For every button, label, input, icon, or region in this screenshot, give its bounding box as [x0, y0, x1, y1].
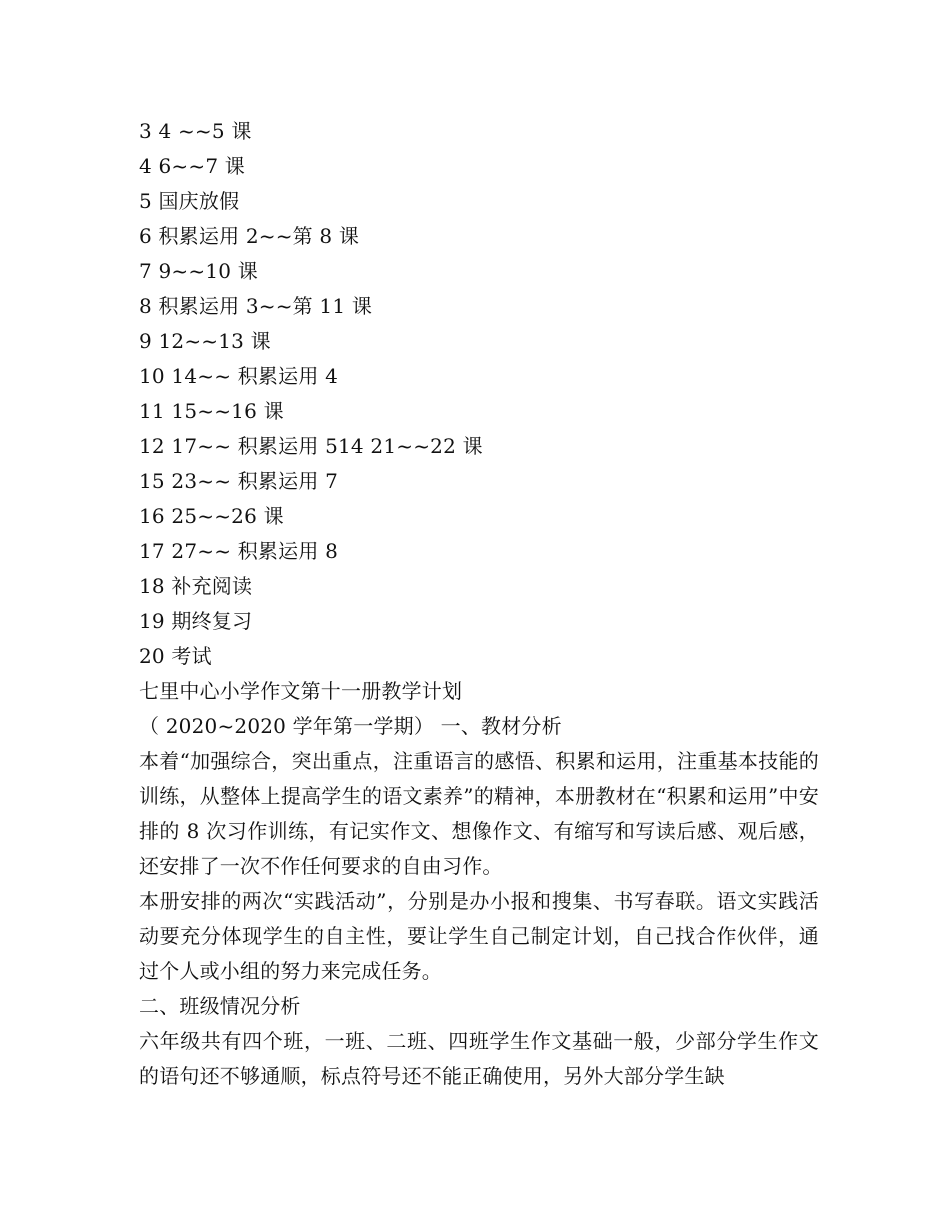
- plan-title: 七里中心小学作文第十一册教学计划: [139, 679, 463, 703]
- schedule-row: 9 12~~13 课: [139, 329, 271, 353]
- schedule-row: 8 积累运用 3~~第 11 课: [139, 294, 373, 318]
- schedule-row: 6 积累运用 2~~第 8 课: [139, 224, 360, 248]
- practice-activity-paragraph: 本册安排的两次“实践活动”，分别是办小报和搜集、书写春联。语文实践活动要充分体现学生的自主性，要让学生自己制定计划，自己找合作伙伴，通过个人或小组的努力来完成任务。: [139, 889, 819, 983]
- schedule-row: 7 9~~10 课: [139, 259, 258, 283]
- schedule-row: 3 4 ~~5 课: [139, 119, 252, 143]
- section-heading-class-analysis: 二、班级情况分析: [139, 994, 301, 1018]
- plan-subtitle: （ 2020~2020 学年第一学期） 一、教材分析: [139, 714, 562, 738]
- schedule-row: 15 23~~ 积累运用 7: [139, 469, 339, 493]
- schedule-row: 16 25~~26 课: [139, 504, 284, 528]
- schedule-row: 4 6~~7 课: [139, 154, 246, 178]
- schedule-row: 11 15~~16 课: [139, 399, 284, 423]
- schedule-row: 5 国庆放假: [139, 189, 240, 213]
- schedule-list: [139, 114, 819, 674]
- schedule-row: 20 考试: [139, 644, 212, 668]
- schedule-row: 18 补充阅读: [139, 574, 253, 598]
- document-body: [139, 114, 819, 1094]
- schedule-row: 19 期终复习: [139, 609, 253, 633]
- schedule-row: 17 27~~ 积累运用 8: [139, 539, 339, 563]
- class-analysis-paragraph: 六年级共有四个班，一班、二班、四班学生作文基础一般，少部分学生作文的语句还不够通顺，标点符号还不能正确使用，另外大部分学生缺: [139, 1029, 819, 1088]
- schedule-row: 12 17~~ 积累运用 514 21~~22 课: [139, 434, 483, 458]
- textbook-analysis-paragraph: 本着“加强综合，突出重点，注重语言的感悟、积累和运用，注重基本技能的训练，从整体上提高学生的语文素养”的精神，本册教材在“积累和运用”中安排的 8 次习作训练，有记实作文、想像作文、有缩写和写读后感、观后感，还安排了一次不作任何要求的自由习作。: [139, 749, 819, 878]
- schedule-row: 10 14~~ 积累运用 4: [139, 364, 339, 388]
